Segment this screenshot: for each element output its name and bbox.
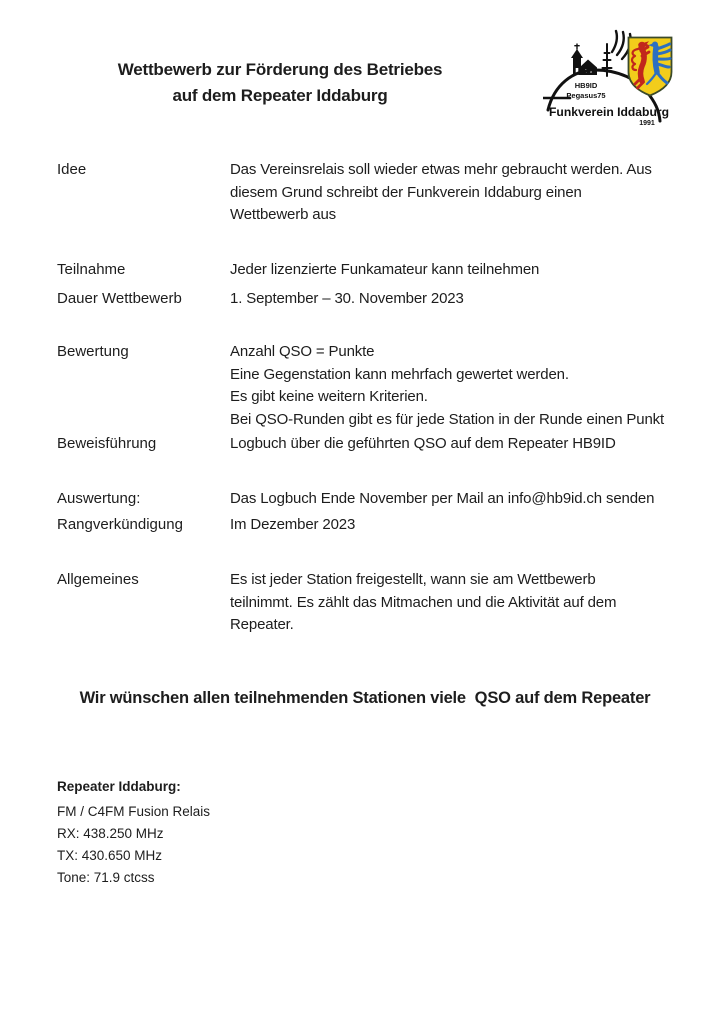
section-text-line: Anzahl QSO = Punkte: [230, 343, 375, 360]
page-title: [57, 57, 503, 109]
section-text-line: Logbuch über die geführten QSO auf dem Repeater HB9ID: [230, 435, 616, 452]
section-text-line: Das Logbuch Ende November per Mail an info@hb9id.ch senden: [230, 490, 655, 507]
coat-of-arms-shield: [629, 38, 672, 96]
section-label: Beweisführung: [57, 435, 157, 452]
logo-subtitle: Pegasus75: [566, 91, 606, 100]
section-label: Auswertung:: [57, 490, 141, 507]
section-text-line: Es ist jeder Station freigestellt, wann sie am Wettbewerb: [230, 571, 596, 588]
section-text-line: 1. September – 30. November 2023: [230, 290, 464, 307]
logo-club-name: Funkverein Iddaburg: [549, 105, 669, 119]
logo-year: 1991: [639, 120, 655, 127]
section-label: Allgemeines: [57, 571, 139, 588]
section-label: Teilnahme: [57, 261, 126, 278]
section-label: Bewertung: [57, 343, 129, 360]
section-text-line: Jeder lizenzierte Funkamateur kann teilnehmen: [230, 261, 540, 278]
page-title-line2: auf dem Repeater Iddaburg: [172, 86, 388, 105]
section-text-line: diesem Grund schreibt der Funkverein Iddaburg einen: [230, 183, 582, 201]
club-logo-graphic: [543, 28, 693, 133]
logo-callsign: HB9ID: [574, 81, 598, 90]
repeater-info: [57, 801, 210, 889]
section-text-line: Eine Gegenstation kann mehrfach gewertet werden.: [230, 365, 569, 383]
club-logo: [543, 28, 693, 133]
section-text-line: Bei QSO-Runden gibt es für jede Station in der Runde einen Punkt: [230, 410, 665, 428]
repeater-tx-frequency: TX: 430.650 MHz: [57, 848, 163, 863]
section-text-line: Das Vereinsrelais soll wieder etwas mehr gebraucht werden. Aus: [230, 161, 652, 178]
repeater-rx-frequency: RX: 438.250 MHz: [57, 826, 164, 841]
section-label: Dauer Wettbewerb: [57, 290, 182, 307]
repeater-mode: FM / C4FM Fusion Relais: [57, 804, 211, 819]
repeater-info-heading: Repeater Iddaburg:: [57, 779, 181, 794]
section-text-line: Repeater.: [230, 616, 294, 633]
section-text-line: teilnimmt. Es zählt das Mitmachen und die Aktivität auf dem: [230, 593, 617, 611]
section-label: Idee: [57, 161, 87, 178]
page-title-line1: Wettbewerb zur Förderung des Betriebes: [117, 60, 443, 79]
repeater-tone: Tone: 71.9 ctcss: [57, 870, 155, 885]
section-text-line: Es gibt keine weitern Kriterien.: [230, 388, 428, 405]
section-text-line: Wettbewerb aus: [230, 206, 337, 223]
section-text-line: Im Dezember 2023: [230, 516, 356, 533]
section-label: Rangverkündigung: [57, 516, 183, 533]
closing-statement: Wir wünschen allen teilnehmenden Stationen viele QSO auf dem Repeater: [79, 689, 651, 707]
